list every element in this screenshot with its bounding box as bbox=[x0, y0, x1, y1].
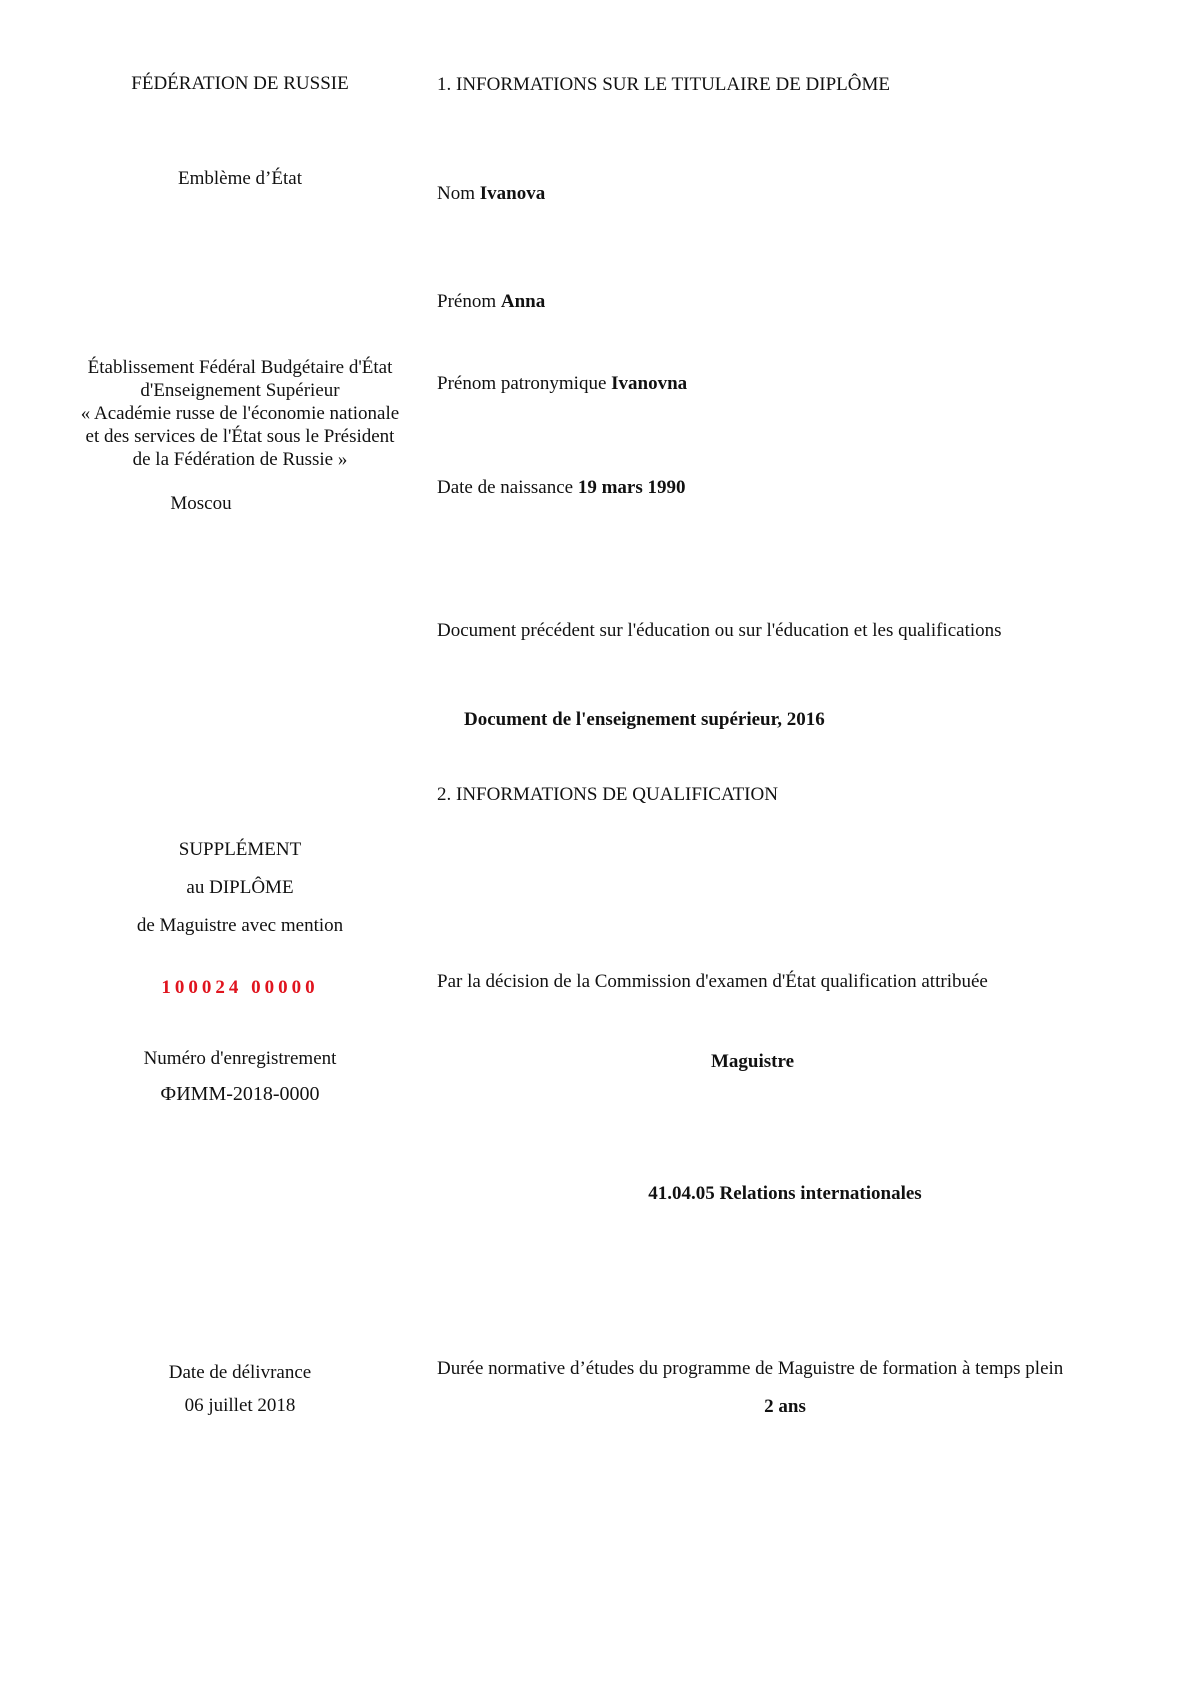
surname-row bbox=[437, 182, 545, 205]
section1-title: 1. INFORMATIONS SUR LE TITULAIRE DE DIPLÔME bbox=[437, 74, 891, 95]
institution-line: Établissement Fédéral Budgétaire d'État bbox=[87, 357, 393, 378]
institution-line: d'Enseignement Supérieur bbox=[140, 380, 340, 401]
registration-number: ФИММ-2018-0000 bbox=[160, 1083, 320, 1105]
previous-document-label: Document précédent sur l'éducation ou sur l'éducation et les qualifications bbox=[437, 620, 1002, 641]
state-emblem-label: Emblème d’État bbox=[178, 168, 302, 189]
birthdate-row bbox=[437, 476, 686, 499]
patronymic-row bbox=[437, 372, 687, 395]
supplement-subtitle-2: de Maguistre avec mention bbox=[136, 915, 344, 936]
surname-label: Nom bbox=[437, 183, 475, 204]
issue-date-label: Date de délivrance bbox=[168, 1362, 312, 1383]
section2-title: 2. INFORMATIONS DE QUALIFICATION bbox=[437, 784, 778, 805]
institution-line: « Académie russe de l'économie nationale bbox=[80, 403, 400, 424]
supplement-title: SUPPLÉMENT bbox=[178, 839, 302, 860]
country-name: FÉDÉRATION DE RUSSIE bbox=[131, 73, 349, 94]
institution-name bbox=[20, 356, 460, 471]
institution-line: et des services de l'État sous le Président bbox=[85, 426, 395, 447]
surname-value: Ivanova bbox=[479, 183, 546, 204]
birthdate-label: Date de naissance bbox=[437, 477, 574, 498]
duration-label: Durée normative d’études du programme de Maguistre de formation à temps plein bbox=[437, 1358, 1064, 1379]
patronymic-value: Ivanovna bbox=[611, 373, 688, 394]
firstname-row bbox=[437, 290, 545, 313]
patronymic-label: Prénom patronymique bbox=[437, 373, 607, 394]
issue-date: 06 juillet 2018 bbox=[184, 1395, 296, 1416]
birthdate-value: 19 mars 1990 bbox=[577, 477, 686, 498]
registration-label: Numéro d'enregistrement bbox=[143, 1048, 337, 1069]
city: Moscou bbox=[170, 493, 232, 514]
duration: 2 ans bbox=[764, 1396, 806, 1417]
firstname-value: Anna bbox=[500, 291, 546, 312]
supplement-subtitle-1: au DIPLÔME bbox=[186, 877, 294, 898]
program: 41.04.05 Relations internationales bbox=[648, 1183, 922, 1204]
firstname-label: Prénom bbox=[437, 291, 497, 312]
institution-line: de la Fédération de Russie » bbox=[132, 449, 348, 470]
qualification: Maguistre bbox=[710, 1051, 795, 1072]
serial-number: 100024 00000 bbox=[161, 977, 319, 998]
decision-text: Par la décision de la Commission d'examen d'État qualification attribuée bbox=[437, 971, 988, 992]
previous-document: Document de l'enseignement supérieur, 2016 bbox=[464, 709, 825, 730]
